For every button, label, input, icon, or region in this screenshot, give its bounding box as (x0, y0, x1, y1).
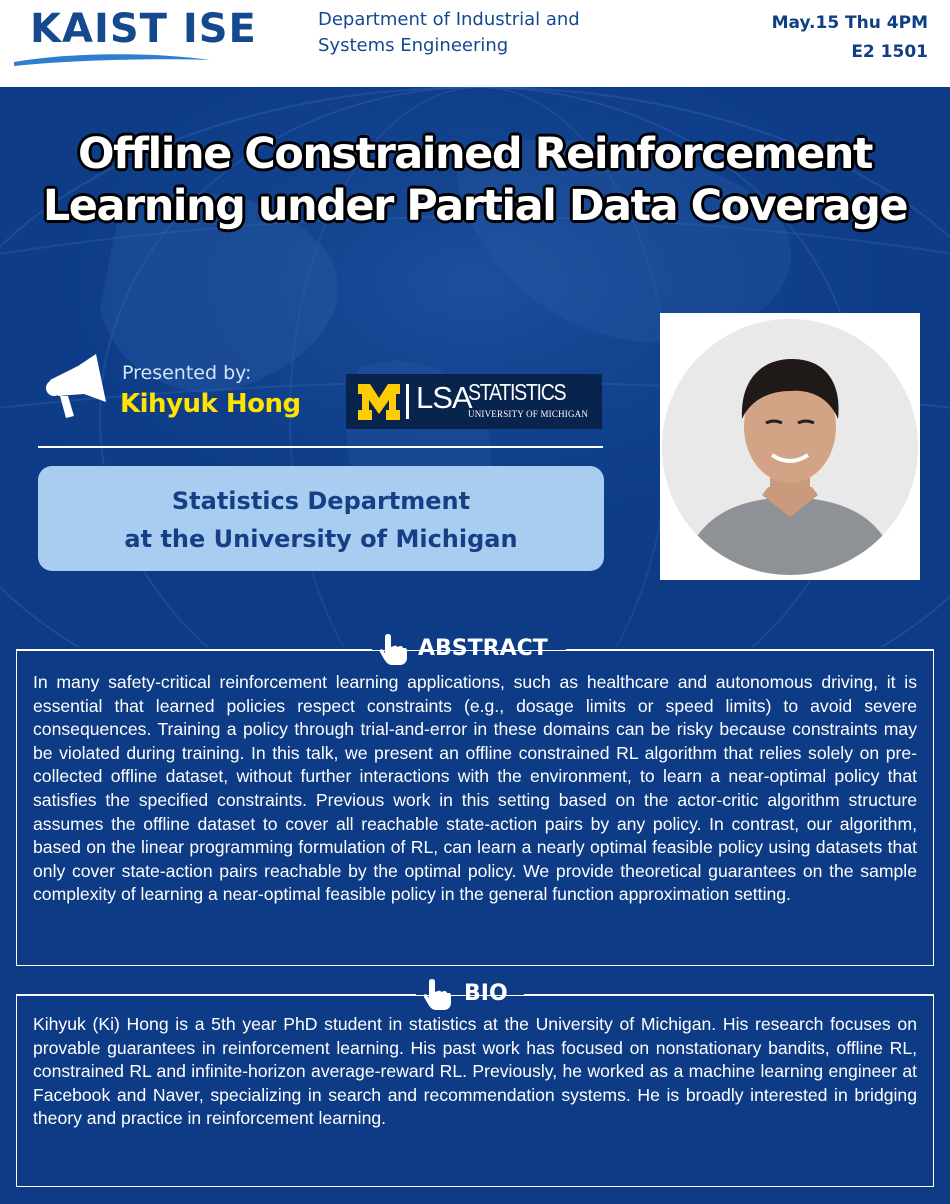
university-text: UNIVERSITY OF MICHIGAN (468, 409, 589, 419)
speaker-portrait (662, 319, 918, 575)
speaker-photo (662, 319, 918, 575)
speaker-photo-frame (660, 313, 920, 580)
block-m-logo (356, 380, 402, 422)
kaist-ise-logo: KAIST ISE (30, 6, 257, 52)
header-bar (0, 0, 950, 87)
umich-lsa-statistics-logo (346, 374, 602, 429)
affiliation-box: Statistics Department at the University of Michigan (38, 466, 604, 571)
bio-text: Kihyuk (Ki) Hong is a 5th year PhD student in statistics at the University of Michigan. His research focuses on provable guarantees in reinforcement learning. His past work has focused on nonstationary bandits, offline RL, constrained RL and infinite-horizon average-reward RL. Previously, he worked as a machine learning engineer at Facebook and Naver, specializing in search and recommendation systems. He is broadly interested in bridging theory and practice in reinforcement learning. (33, 1014, 917, 1129)
abstract-text: In many safety-critical reinforcement learning applications, such as healthcare and autonomous driving, it is essential that learned policies respect constraints (e.g., dosage limits or speed limits) to avoid severe consequences. Training a policy through trial-and-error in these domains can be risky because constraints may be violated during training. In this talk, we present an offline constrained RL algorithm that relies solely on pre-collected offline dataset, without further interactions with the environment, to learn a near-optimal policy that satisfies the specified constraints. Previous work in this setting based on the actor-critic algorithm structure assumes the offline dataset to cover all reachable state-action pairs by any policy. In contrast, our algorithm, based on the linear programming formulation of RL, can learn a nearly optimal feasible policy using datasets that only cover state-action pairs reachable by the optimal policy. We provide theoretical guarantees on the sample complexity of learning a near-optimal feasible policy in the general function approximation setting. (33, 672, 917, 905)
statistics-text: STATISTICS (468, 379, 566, 405)
event-date-time: May.15 Thu 4PM (771, 13, 928, 33)
department-name: Department of Industrial and Systems Engineering (318, 9, 580, 56)
abstract-heading: ABSTRACT (418, 636, 548, 661)
logo-swoosh-icon (12, 50, 212, 68)
presented-by-label: Presented by: (122, 362, 252, 384)
speaker-name: Kihyuk Hong (120, 389, 301, 419)
bio-box (16, 995, 934, 1187)
talk-title: Offline Constrained Reinforcement Learning under Partial Data Coverage (42, 129, 908, 231)
event-info (772, 9, 928, 67)
lsa-text: LSA (416, 380, 472, 415)
presenter-divider (38, 446, 603, 448)
logo-divider (406, 384, 409, 419)
megaphone-icon (44, 352, 110, 422)
abstract-box (16, 650, 934, 966)
event-location: E2 1501 (851, 42, 928, 62)
bio-heading: BIO (464, 981, 508, 1006)
